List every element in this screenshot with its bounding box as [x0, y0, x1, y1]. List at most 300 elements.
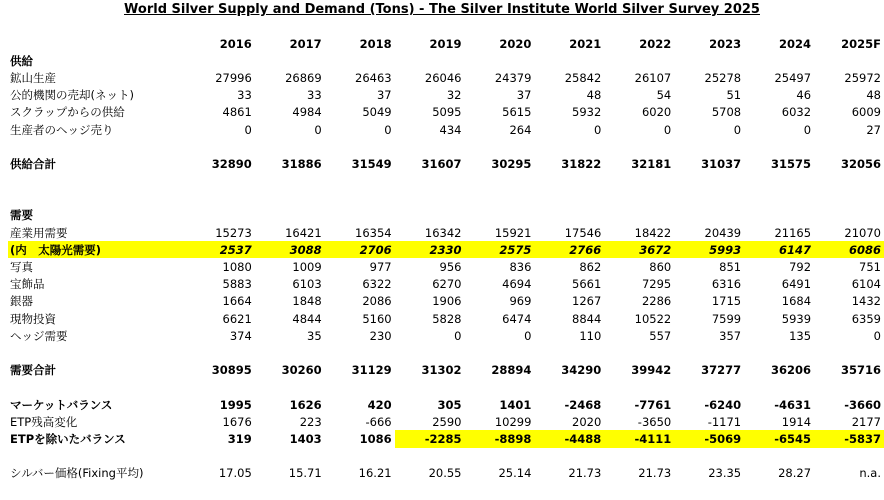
row-label: 銀器	[10, 294, 33, 309]
empty-cell	[604, 190, 674, 207]
row-value: 862	[579, 260, 602, 275]
empty-cell	[8, 173, 185, 190]
year-header: 2024	[779, 36, 812, 51]
row-label: ETPを除いたバランス	[10, 431, 126, 446]
row-value: 10522	[634, 311, 672, 326]
empty-cell	[325, 379, 395, 396]
empty-cell	[744, 190, 814, 207]
row-value: 6147	[744, 241, 814, 258]
row-value: 16354	[355, 225, 392, 240]
row-value: 5883	[222, 277, 252, 292]
row-value: -3660	[844, 397, 881, 412]
spacer-row	[8, 138, 884, 155]
row-value: 27996	[215, 70, 252, 85]
row-value: 751	[859, 260, 881, 275]
empty-cell	[534, 52, 604, 69]
row-value: 1267	[572, 294, 602, 309]
row-value: 33	[307, 88, 322, 103]
year-header: 2023	[709, 36, 742, 51]
row-value: 223	[299, 414, 322, 429]
row-value: -4631	[774, 397, 812, 412]
row-value: 21165	[774, 225, 812, 240]
section-header: 需要	[10, 208, 33, 223]
row-value: 1009	[292, 260, 322, 275]
empty-cell	[674, 207, 744, 224]
row-value: 6270	[432, 277, 462, 292]
row-value: 2330	[395, 241, 465, 258]
row-value: 357	[719, 328, 742, 343]
empty-cell	[8, 448, 185, 465]
empty-cell	[325, 173, 395, 190]
row-label: スクラップからの供給	[10, 105, 125, 120]
row-value: 32181	[631, 156, 672, 171]
row-value: 6104	[851, 277, 881, 292]
row-value: 15273	[215, 225, 252, 240]
row-value: -8898	[465, 430, 535, 447]
year-header: 2022	[639, 36, 672, 51]
empty-cell	[534, 173, 604, 190]
empty-cell	[604, 207, 674, 224]
empty-cell	[604, 448, 674, 465]
row-value: -6545	[744, 430, 814, 447]
row-value: 23.35	[708, 466, 742, 481]
row-value: 5095	[432, 105, 462, 120]
row-value: -6240	[704, 397, 742, 412]
empty-cell	[8, 35, 185, 52]
empty-cell	[814, 52, 884, 69]
empty-cell	[185, 190, 255, 207]
table-row	[8, 293, 884, 310]
empty-cell	[674, 173, 744, 190]
empty-cell	[604, 52, 674, 69]
empty-cell	[185, 207, 255, 224]
year-header-row	[8, 35, 884, 52]
row-value: 5661	[572, 277, 602, 292]
empty-cell	[814, 379, 884, 396]
empty-cell	[325, 190, 395, 207]
row-value: 1401	[499, 397, 532, 412]
row-value: 7599	[711, 311, 742, 326]
row-value: 0	[314, 122, 322, 137]
empty-cell	[325, 138, 395, 155]
row-value: 3672	[604, 241, 674, 258]
row-value: 3088	[255, 241, 325, 258]
row-value: 6316	[711, 277, 742, 292]
row-label: 供給合計	[10, 156, 56, 171]
row-value: 25278	[704, 70, 742, 85]
empty-cell	[255, 344, 325, 361]
empty-cell	[814, 344, 884, 361]
row-value: 230	[369, 328, 392, 343]
row-value: 969	[509, 294, 532, 309]
row-value: 1906	[432, 294, 462, 309]
row-value: 557	[649, 328, 672, 343]
empty-cell	[395, 173, 465, 190]
empty-cell	[744, 344, 814, 361]
row-value: 0	[454, 328, 462, 343]
row-value: -4488	[534, 430, 604, 447]
empty-cell	[255, 173, 325, 190]
row-value: 1626	[289, 397, 322, 412]
empty-cell	[744, 448, 814, 465]
row-value: 6032	[781, 105, 812, 120]
row-value: 374	[229, 328, 252, 343]
row-value: 31037	[701, 156, 742, 171]
row-value: 16342	[424, 225, 462, 240]
row-value: 26107	[634, 70, 672, 85]
row-value: 21070	[844, 225, 881, 240]
row-value: 31575	[771, 156, 812, 171]
row-value: 1664	[222, 294, 252, 309]
empty-cell	[255, 379, 325, 396]
row-value: 1995	[219, 397, 252, 412]
empty-cell	[255, 190, 325, 207]
row-value: 35716	[840, 363, 881, 378]
row-value: 5049	[362, 105, 392, 120]
row-value: 4984	[292, 105, 322, 120]
table-row	[8, 241, 884, 258]
empty-cell	[534, 448, 604, 465]
row-value: 5160	[362, 311, 392, 326]
row-value: 26046	[424, 70, 462, 85]
row-label: 鉱山生産	[10, 70, 56, 85]
spacer-row	[8, 379, 884, 396]
empty-cell	[395, 344, 465, 361]
year-header: 2016	[219, 36, 252, 51]
row-value: 110	[579, 328, 602, 343]
row-value: 10299	[494, 414, 532, 429]
row-value: 0	[593, 122, 602, 137]
row-value: 36206	[771, 363, 812, 378]
row-label: 写真	[10, 260, 33, 275]
row-label: シルバー価格(Fixing平均)	[10, 466, 144, 481]
row-value: 32890	[211, 156, 252, 171]
row-value: 34290	[561, 363, 602, 378]
row-value: 48	[866, 88, 881, 103]
row-value: 2177	[851, 414, 881, 429]
empty-cell	[395, 379, 465, 396]
row-value: 2537	[185, 241, 255, 258]
empty-cell	[325, 344, 395, 361]
row-value: 6474	[502, 311, 532, 326]
row-value: -7761	[634, 397, 672, 412]
row-value: 21.73	[638, 466, 672, 481]
row-value: 1684	[781, 294, 812, 309]
row-value: 1080	[222, 260, 252, 275]
table-row	[8, 258, 884, 275]
row-value: 792	[789, 260, 812, 275]
empty-cell	[395, 190, 465, 207]
spacer-row	[8, 173, 884, 190]
empty-cell	[674, 344, 744, 361]
row-value: 5993	[674, 241, 744, 258]
empty-cell	[255, 52, 325, 69]
table-row	[8, 465, 884, 482]
row-value: 46	[796, 88, 812, 103]
row-value: 31302	[421, 363, 462, 378]
row-value: 319	[227, 431, 252, 446]
row-value: 26463	[355, 70, 392, 85]
row-value: 836	[509, 260, 532, 275]
empty-cell	[744, 379, 814, 396]
row-value: 0	[803, 122, 812, 137]
row-value: 31549	[351, 156, 392, 171]
row-value: 39942	[631, 363, 672, 378]
row-value: 25497	[774, 70, 812, 85]
empty-cell	[325, 52, 395, 69]
row-value: 20439	[704, 225, 742, 240]
empty-cell	[465, 52, 535, 69]
row-value: 1715	[711, 294, 742, 309]
row-value: 16.21	[358, 466, 392, 481]
year-header: 2025F	[841, 36, 881, 51]
row-value: 6103	[292, 277, 322, 292]
empty-cell	[8, 344, 185, 361]
empty-cell	[744, 138, 814, 155]
empty-cell	[744, 173, 814, 190]
row-value: 135	[789, 328, 812, 343]
row-value: 25842	[564, 70, 602, 85]
empty-cell	[534, 190, 604, 207]
empty-cell	[185, 448, 255, 465]
row-value: 31129	[351, 363, 392, 378]
empty-cell	[8, 138, 185, 155]
row-value: 420	[367, 397, 392, 412]
empty-cell	[674, 138, 744, 155]
row-value: 4694	[502, 277, 532, 292]
empty-cell	[744, 207, 814, 224]
row-value: 6621	[222, 311, 252, 326]
sheet-title: World Silver Supply and Demand (Tons) - The Silver Institute World Silver Survey 2025	[124, 2, 760, 17]
row-value: n.a.	[859, 466, 881, 481]
empty-cell	[465, 207, 535, 224]
year-header: 2019	[429, 36, 462, 51]
year-header: 2021	[569, 36, 602, 51]
row-value: 32056	[840, 156, 881, 171]
table-row	[8, 224, 884, 241]
row-value: 2766	[534, 241, 604, 258]
row-value: 37	[516, 88, 532, 103]
empty-cell	[185, 344, 255, 361]
table-row	[8, 121, 884, 138]
empty-cell	[185, 379, 255, 396]
year-header: 2020	[499, 36, 532, 51]
row-value: -1171	[707, 414, 742, 429]
row-value: 4844	[292, 311, 322, 326]
empty-cell	[534, 138, 604, 155]
row-value: 31886	[281, 156, 322, 171]
row-value: -666	[365, 414, 392, 429]
row-value: 28894	[491, 363, 532, 378]
empty-cell	[325, 207, 395, 224]
row-value: 6491	[781, 277, 812, 292]
empty-cell	[325, 448, 395, 465]
empty-cell	[814, 190, 884, 207]
empty-cell	[674, 379, 744, 396]
row-label: 産業用需要	[10, 225, 68, 240]
row-value: 0	[663, 122, 672, 137]
row-value: 2590	[432, 414, 462, 429]
row-label: マーケットバランス	[10, 397, 113, 412]
empty-cell	[8, 379, 185, 396]
row-value: 17546	[564, 225, 602, 240]
table-row	[8, 396, 884, 413]
row-value: -2468	[564, 397, 602, 412]
empty-cell	[395, 448, 465, 465]
row-value: 851	[719, 260, 742, 275]
row-value: 25.14	[498, 466, 532, 481]
row-value: 0	[244, 122, 252, 137]
empty-cell	[465, 173, 535, 190]
empty-cell	[185, 173, 255, 190]
row-value: 18422	[634, 225, 672, 240]
row-value: 54	[656, 88, 672, 103]
row-value: 977	[369, 260, 392, 275]
row-value: 4861	[222, 105, 252, 120]
row-value: -3650	[637, 414, 672, 429]
row-label: ETP残高変化	[10, 414, 78, 429]
row-value: 434	[439, 122, 462, 137]
empty-cell	[255, 207, 325, 224]
row-label: 公的機関の売却(ネット)	[10, 88, 134, 103]
row-value: 5615	[502, 105, 532, 120]
row-label: 現物投資	[10, 311, 56, 326]
row-value: 6322	[362, 277, 392, 292]
empty-cell	[395, 138, 465, 155]
row-value: 37	[376, 88, 392, 103]
table-row	[8, 310, 884, 327]
row-value: 2706	[325, 241, 395, 258]
row-value: 1848	[292, 294, 322, 309]
row-value: 30295	[491, 156, 532, 171]
row-value: 25972	[844, 70, 881, 85]
empty-cell	[604, 138, 674, 155]
row-value: 27	[866, 122, 881, 137]
row-label: 生産者のヘッジ売り	[10, 122, 114, 137]
empty-cell	[604, 173, 674, 190]
row-value: 1676	[222, 414, 252, 429]
row-value: 7295	[641, 277, 672, 292]
empty-cell	[534, 344, 604, 361]
row-value: 5932	[572, 105, 602, 120]
row-value: 2286	[641, 294, 672, 309]
row-value: 6086	[814, 241, 884, 258]
row-value: -5069	[674, 430, 744, 447]
table-row	[8, 104, 884, 121]
table-row	[8, 362, 884, 379]
empty-cell	[744, 52, 814, 69]
row-value: 6020	[641, 105, 672, 120]
year-header: 2018	[359, 36, 392, 51]
row-value: 28.27	[778, 466, 812, 481]
data-table	[8, 35, 884, 482]
row-value: 15921	[494, 225, 532, 240]
row-label: ヘッジ需要	[10, 328, 68, 343]
section-header-row	[8, 207, 884, 224]
table-row	[8, 69, 884, 86]
empty-cell	[465, 448, 535, 465]
row-value: 1432	[851, 294, 881, 309]
table-row	[8, 430, 884, 447]
table-row	[8, 155, 884, 172]
empty-cell	[534, 379, 604, 396]
row-value: 956	[439, 260, 462, 275]
row-value: -4111	[604, 430, 674, 447]
empty-cell	[534, 207, 604, 224]
empty-cell	[814, 138, 884, 155]
row-label: (内 太陽光需要)	[8, 241, 185, 258]
row-value: 31607	[421, 156, 462, 171]
section-header-row	[8, 52, 884, 69]
row-value: 0	[384, 122, 392, 137]
empty-cell	[814, 448, 884, 465]
row-value: 33	[237, 88, 252, 103]
row-value: 5708	[711, 105, 742, 120]
spacer-row	[8, 344, 884, 361]
empty-cell	[395, 207, 465, 224]
row-value: 17.05	[218, 466, 252, 481]
row-value: 16421	[285, 225, 322, 240]
empty-cell	[604, 344, 674, 361]
row-value: 5828	[432, 311, 462, 326]
row-value: 5939	[781, 311, 812, 326]
row-value: 0	[873, 328, 881, 343]
empty-cell	[814, 173, 884, 190]
empty-cell	[185, 138, 255, 155]
row-value: 2086	[362, 294, 392, 309]
row-value: 21.73	[568, 466, 602, 481]
table-row	[8, 87, 884, 104]
row-value: 1403	[289, 431, 322, 446]
row-value: 264	[509, 122, 532, 137]
row-value: 2575	[465, 241, 535, 258]
table-row	[8, 413, 884, 430]
section-header: 供給	[10, 53, 33, 68]
row-value: 0	[733, 122, 742, 137]
row-value: 305	[437, 397, 462, 412]
empty-cell	[674, 52, 744, 69]
row-value: 26869	[285, 70, 322, 85]
row-value: 0	[524, 328, 532, 343]
row-value: 1086	[359, 431, 392, 446]
empty-cell	[255, 138, 325, 155]
empty-cell	[185, 52, 255, 69]
row-value: 51	[726, 88, 742, 103]
spacer-row	[8, 448, 884, 465]
empty-cell	[395, 52, 465, 69]
empty-cell	[674, 190, 744, 207]
empty-cell	[814, 207, 884, 224]
row-value: 860	[649, 260, 672, 275]
row-value: 8844	[572, 311, 602, 326]
row-value: 37277	[701, 363, 742, 378]
row-value: 30260	[281, 363, 322, 378]
empty-cell	[604, 379, 674, 396]
empty-cell	[674, 448, 744, 465]
row-value: 15.71	[288, 466, 322, 481]
row-value: 1914	[781, 414, 812, 429]
row-label: 需要合計	[10, 363, 56, 378]
table-row	[8, 327, 884, 344]
year-header: 2017	[289, 36, 322, 51]
spacer-row	[8, 190, 884, 207]
empty-cell	[465, 190, 535, 207]
row-value: 6359	[851, 311, 881, 326]
empty-cell	[465, 379, 535, 396]
row-label: 宝飾品	[10, 277, 45, 292]
empty-cell	[255, 448, 325, 465]
row-value: 31822	[561, 156, 602, 171]
